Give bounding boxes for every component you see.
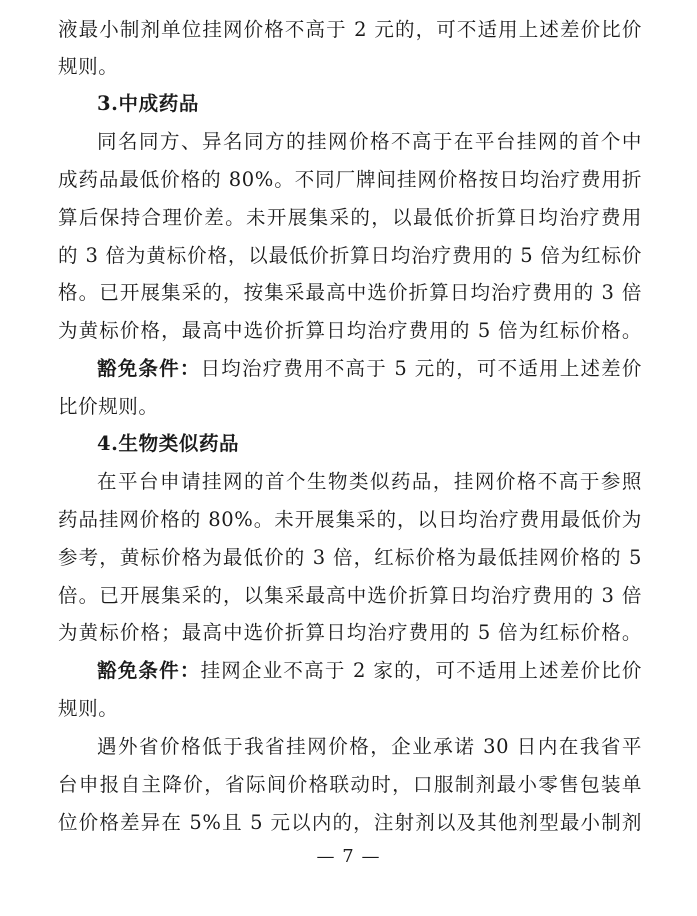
- exemption-text: 挂网企业不高于 2 家的，可不适用上述差价比价: [200, 659, 642, 682]
- paragraph-line: 遇外省价格低于我省挂网价格，企业承诺 30 日内在我省平: [97, 735, 642, 758]
- paragraph-line: 的 3 倍为黄标价格，以最低价折算日均治疗费用的 5 倍为红标价: [58, 244, 642, 267]
- section-heading-4: 4.生物类似药品: [97, 432, 240, 455]
- exemption-line: [97, 350, 642, 388]
- paragraph-line: 算后保持合理价差。未开展集采的，以最低价折算日均治疗费用: [58, 206, 642, 229]
- exemption-label: 豁免条件：: [97, 357, 201, 380]
- exemption-line: [97, 652, 642, 690]
- paragraph-line: 参考，黄标价格为最低价的 3 倍，红标价格为最低挂网价格的 5: [58, 546, 642, 569]
- paragraph-line: 倍。已开展集采的，以集采最高中选价折算日均治疗费用的 3 倍: [58, 584, 642, 607]
- paragraph-line: 位价格差异在 5%且 5 元以内的，注射剂以及其他剂型最小制剂: [58, 811, 642, 834]
- page-number: — 7 —: [316, 846, 381, 867]
- paragraph-line: 台申报自主降价，省际间价格联动时，口服制剂最小零售包装单: [58, 773, 642, 796]
- paragraph-line: 药品挂网价格的 80%。未开展集采的，以日均治疗费用最低价为: [58, 508, 642, 531]
- paragraph-line: 同名同方、异名同方的挂网价格不高于在平台挂网的首个中: [97, 130, 642, 153]
- paragraph-line: 比价规则。: [58, 395, 159, 418]
- paragraph-line: 格。已开展集采的，按集采最高中选价折算日均治疗费用的 3 倍: [58, 281, 642, 304]
- exemption-label: 豁免条件：: [97, 659, 201, 682]
- exemption-text: 日均治疗费用不高于 5 元的，可不适用上述差价: [200, 357, 642, 380]
- paragraph-line: 成药品最低价格的 80%。不同厂牌间挂网价格按日均治疗费用折: [58, 168, 642, 191]
- paragraph-line: 在平台申请挂网的首个生物类似药品，挂网价格不高于参照: [97, 470, 642, 493]
- paragraph-line: 为黄标价格，最高中选价折算日均治疗费用的 5 倍为红标价格。: [58, 319, 642, 342]
- paragraph-line: 为黄标价格；最高中选价折算日均治疗费用的 5 倍为红标价格。: [58, 621, 642, 644]
- paragraph-line: 液最小制剂单位挂网价格不高于 2 元的，可不适用上述差价比价: [58, 18, 642, 41]
- paragraph-line: 规则。: [58, 55, 119, 78]
- section-heading-3: 3.中成药品: [97, 92, 199, 115]
- paragraph-line: 规则。: [58, 697, 119, 720]
